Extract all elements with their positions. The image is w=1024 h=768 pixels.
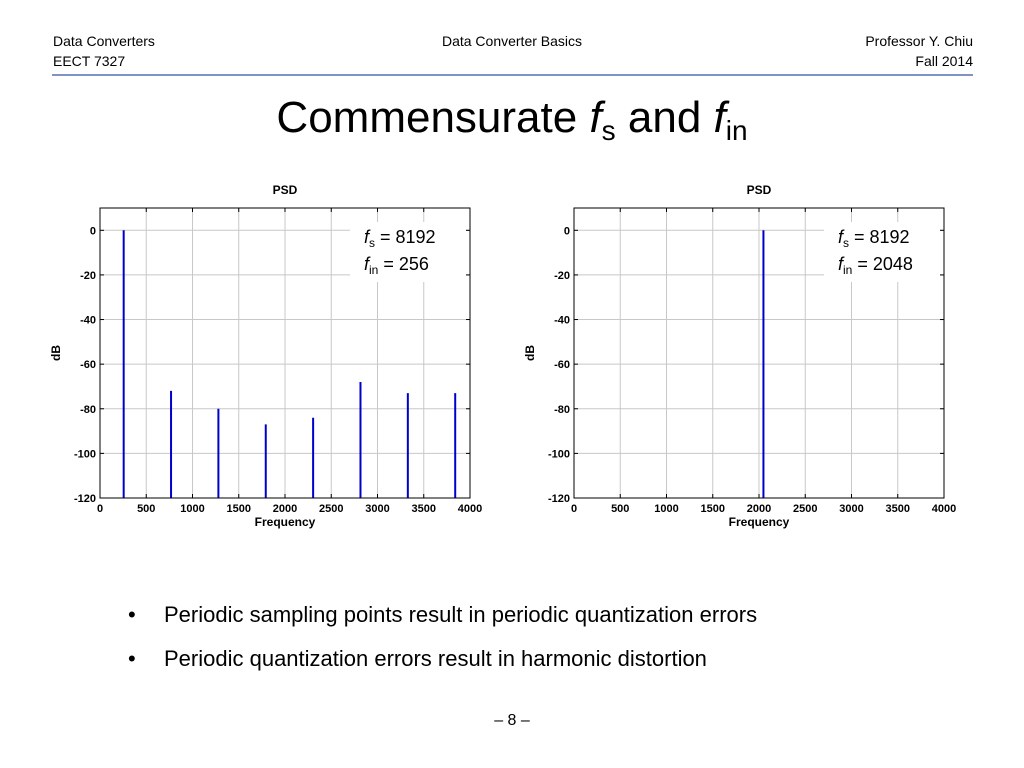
- course-code: EECT 7327: [53, 53, 126, 69]
- y-tick-label: -40: [80, 314, 96, 327]
- annotation-value: = 8192: [375, 227, 436, 247]
- y-axis-label: dB: [49, 345, 63, 361]
- header-right: [865, 31, 973, 71]
- y-tick-label: -60: [554, 359, 570, 372]
- x-tick-label: 3500: [885, 503, 910, 515]
- title-and: and: [615, 93, 714, 142]
- semester: Fall 2014: [915, 53, 973, 69]
- x-tick-label: 4000: [931, 503, 957, 515]
- y-tick-label: -120: [73, 493, 96, 505]
- annotation-subscript: s: [843, 236, 850, 250]
- x-tick-label: 500: [137, 503, 156, 515]
- y-tick-label: -20: [80, 269, 96, 282]
- x-tick-label: 3000: [839, 503, 864, 515]
- y-tick-label: 0: [563, 225, 570, 238]
- y-tick-label: -80: [80, 403, 96, 416]
- x-tick-label: 3000: [365, 503, 390, 515]
- annotation-value: = 2048: [852, 254, 913, 274]
- x-tick-label: 4000: [457, 503, 483, 515]
- psd-chart-right: [514, 178, 964, 543]
- annotation-value: = 256: [378, 254, 429, 274]
- course-name: Data Converters: [53, 33, 155, 49]
- title-text: Commensurate: [276, 93, 590, 142]
- x-tick-label: 1000: [180, 503, 205, 515]
- page-number: – 8 –: [494, 712, 530, 729]
- x-tick-label: 2000: [272, 503, 298, 515]
- y-tick-label: -80: [554, 403, 570, 416]
- slide-title: [0, 92, 1024, 157]
- bullet-list: [128, 600, 757, 688]
- annotation-line: [838, 227, 910, 250]
- x-tick-label: 2500: [793, 503, 818, 515]
- psd-chart-right-svg: [514, 178, 964, 538]
- y-tick-label: -60: [80, 359, 96, 372]
- x-tick-label: 0: [570, 503, 578, 515]
- header-divider: [52, 74, 973, 76]
- x-tick-label: 1500: [226, 503, 251, 515]
- annotation-subscript: s: [369, 236, 376, 250]
- bullet-item: [128, 600, 757, 644]
- annotation-variable: f: [838, 227, 844, 247]
- annotation-subscript: in: [369, 263, 379, 277]
- title-subscript-s: s: [601, 115, 616, 146]
- title-f-symbol: f: [589, 93, 602, 142]
- y-tick-label: -100: [73, 448, 96, 461]
- instructor-name: Professor Y. Chiu: [865, 33, 973, 49]
- bullet-marker: •: [128, 602, 136, 627]
- y-axis-label: dB: [523, 345, 537, 361]
- x-axis-label: Frequency: [254, 515, 316, 529]
- x-tick-label: 500: [611, 503, 630, 515]
- annotation-value: = 8192: [849, 227, 910, 247]
- x-tick-label: 0: [96, 503, 104, 515]
- annotation-line: [364, 227, 436, 250]
- y-tick-label: -40: [554, 314, 570, 327]
- title-subscript-in: in: [725, 115, 748, 146]
- y-tick-label: -120: [547, 493, 570, 505]
- title-f-symbol-2: f: [713, 93, 726, 142]
- y-tick-label: -100: [547, 448, 570, 461]
- psd-chart-left-svg: [40, 178, 490, 538]
- x-tick-label: 2500: [319, 503, 344, 515]
- y-tick-label: 0: [89, 225, 96, 238]
- annotation-subscript: in: [843, 263, 853, 277]
- bullet-marker: •: [128, 646, 136, 671]
- chart-title: PSD: [272, 183, 298, 197]
- x-tick-label: 1000: [654, 503, 679, 515]
- x-axis-label: Frequency: [728, 515, 790, 529]
- chart-title: PSD: [746, 183, 772, 197]
- annotation-variable: f: [364, 227, 370, 247]
- annotation-variable: f: [364, 254, 370, 274]
- bullet-text: Periodic quantization errors result in harmonic distortion: [164, 646, 707, 671]
- y-tick-label: -20: [554, 269, 570, 282]
- bullet-item: [128, 644, 757, 688]
- x-tick-label: 1500: [700, 503, 725, 515]
- x-tick-label: 3500: [411, 503, 436, 515]
- lecture-topic: Data Converter Basics: [441, 33, 583, 49]
- annotation-variable: f: [838, 254, 844, 274]
- x-tick-label: 2000: [746, 503, 772, 515]
- bullet-text: Periodic sampling points result in periodic quantization errors: [164, 602, 758, 627]
- psd-chart-left: [40, 178, 490, 543]
